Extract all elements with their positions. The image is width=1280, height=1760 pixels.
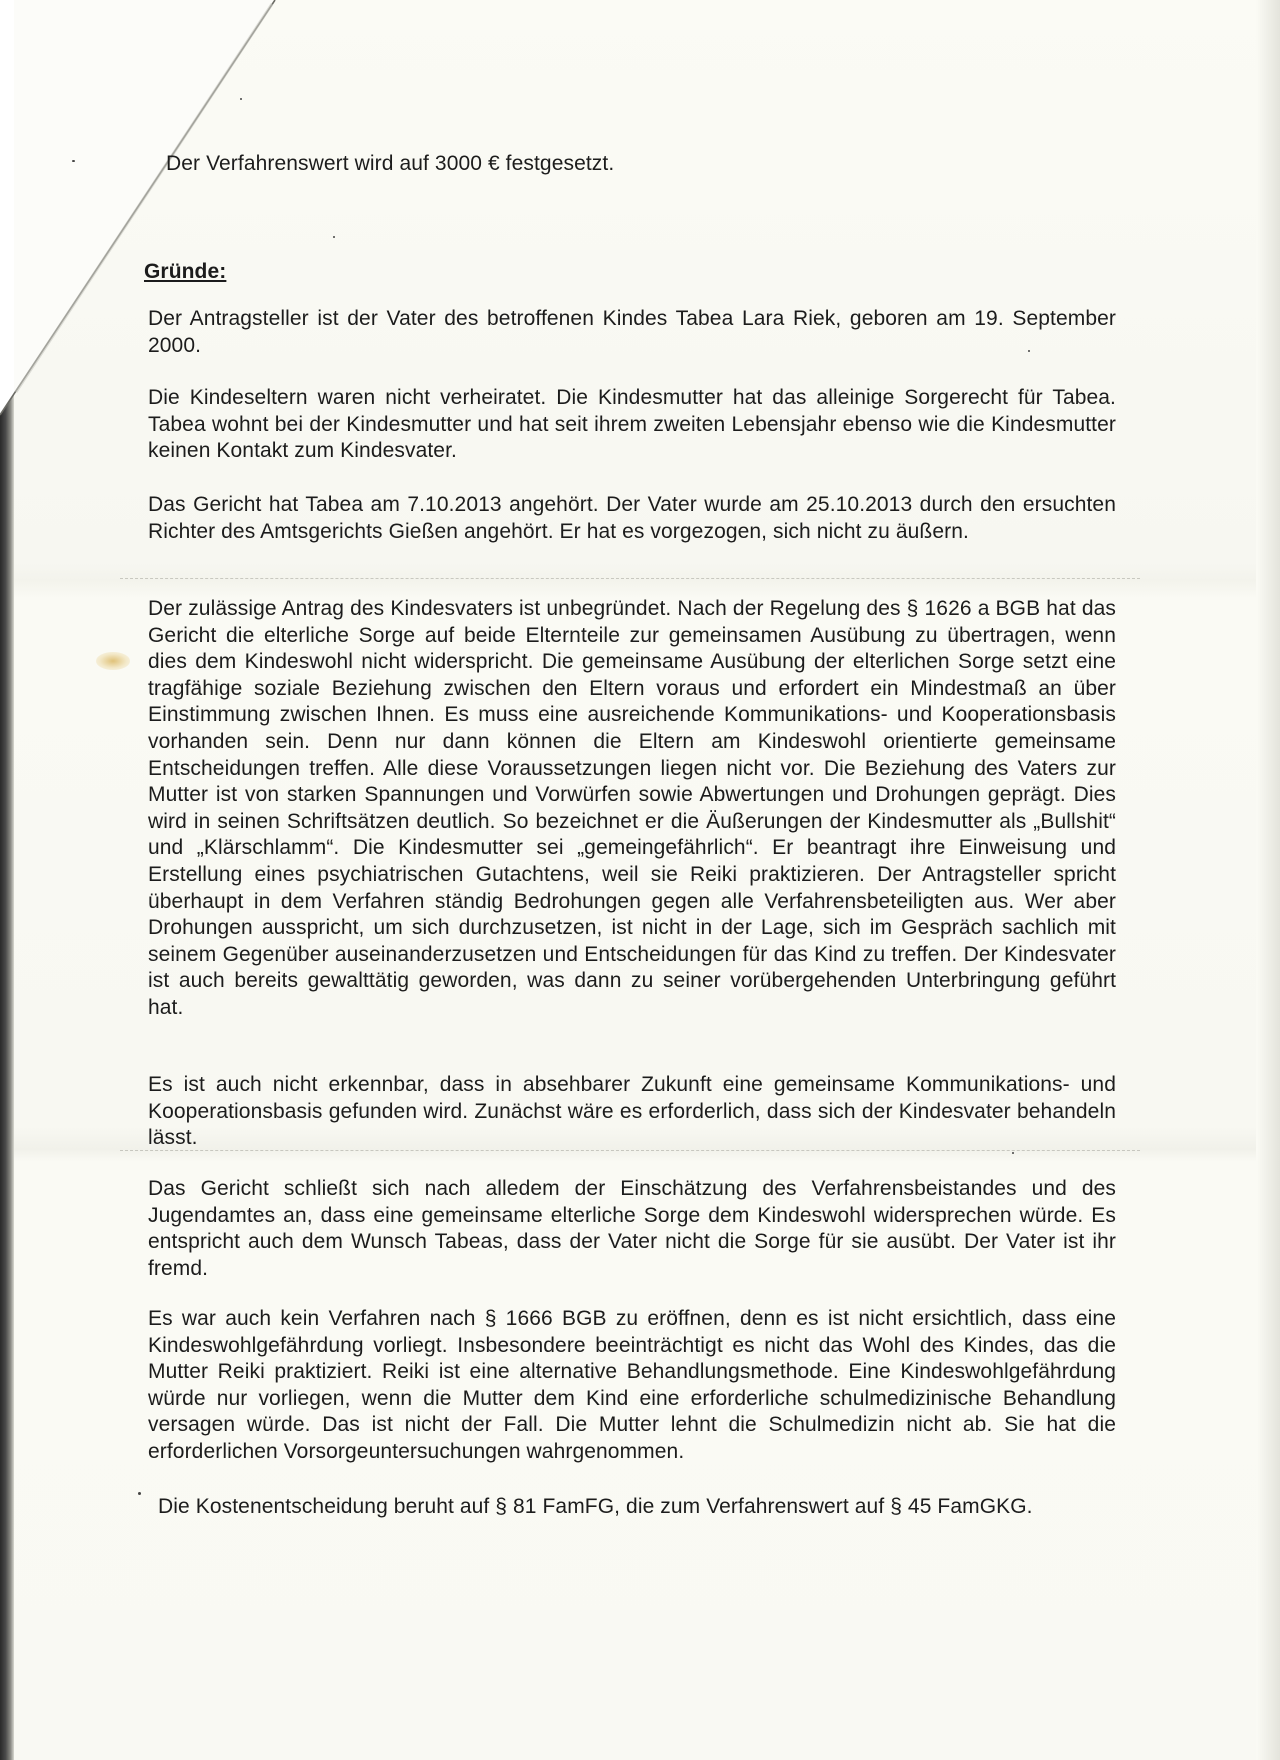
dust-speck [72,160,75,162]
dust-speck [1012,1152,1014,1154]
paragraph-hearing: Das Gericht hat Tabea am 7.10.2013 angehört. Der Vater wurde am 25.10.2013 durch den ersuchten Richter des Amtsgerichts Gießen angehört. Er hat es vorgezogen, sich nicht zu äußern. [148,493,1116,543]
section-heading: Gründe: [144,260,227,283]
paragraph-child-welfare: Es war auch kein Verfahren nach § 1666 BGB zu eröffnen, denn es ist nicht ersichtlich, dass eine Kindeswohlgefährdung vorliegt. Insbesondere beeinträchtigt es nicht das Wohl des Kindes, das die Mutter Reiki praktiziert. Reiki ist eine alternative Behandlungsmethode. Eine Kindeswohlgefährdung würde nur vorliegen, wenn die Mutter dem Kind eine erforderliche schulmedizinische Behandlung versagen würde. Das ist nicht der Fall. Die Mutter lehnt die Schulmedizin nicht ab. Sie hat die erforderlichen Vorsorgeuntersuchungen wahrgenommen. [148,1307,1116,1463]
dust-speck [138,1492,141,1495]
paper-fold-line [120,578,1140,579]
paragraph-reasoning: Der zulässige Antrag des Kindesvaters ist unbegründet. Nach der Regelung des § 1626 a BGB hat das Gericht die elterliche Sorge auf beide Elternteile zur gemeinsamen Ausübung zu übertragen, wenn dies dem Kindeswohl nicht widerspricht. Die gemeinsame Ausübung der elterlichen Sorge setzt eine tragfähige soziale Beziehung zwischen den Eltern voraus und erfordert ein Mindestmaß an über Einstimmung zwischen Ihnen. Es muss eine ausreichende Kommunikations- und Kooperationsbasis vorhanden sein. Denn nur dann können die Eltern am Kindeswohl orientierte gemeinsame Entscheidungen treffen. Alle diese Voraussetzungen liegen nicht vor. Die Beziehung des Vaters zur Mutter ist von starken Spannungen und Vorwürfen sowie Abwertungen und Drohungen geprägt. Dies wird in seinen Schriftsätzen deutlich. So bezeichnet er die Äußerungen der Kindesmutter als „Bullshit“ und „Klärschlamm“. Die Kindesmutter sei „gemeingefährlich“. Er beantragt ihre Einweisung und Erstellung eines psychiatrischen Gutachtens, weil sie Reiki praktizieren. Der Antragsteller spricht überhaupt in dem Verfahren ständig Bedrohungen gegen alle Verfahrensbeteiligten aus. Wer aber Drohungen ausspricht, um sich durchzusetzen, ist nicht in der Lage, sich im Gespräch sachlich mit seinem Gegenüber auseinanderzusetzen und Entscheidungen für das Kind zu treffen. Der Kindesvater ist auch bereits gewalttätig geworden, was dann zu seiner vorübergehenden Unterbringung geführt hat. [148,597,1116,1019]
dust-speck [240,98,242,100]
paragraph-applicant: Der Antragsteller ist der Vater des betroffenen Kindes Tabea Lara Riek, geboren am 19. September 2000. [148,307,1116,357]
procedure-value-line: Der Verfahrenswert wird auf 3000 € festgesetzt. [166,152,615,175]
dust-speck [333,236,335,238]
paragraph-parents: Die Kindeseltern waren nicht verheiratet. Die Kindesmutter hat das alleinige Sorgerecht für Tabea. Tabea wohnt bei der Kindesmutter und hat seit ihrem zweiten Lebensjahr ebenso wie die Kindesmutter keinen Kontakt zum Kindesvater. [148,386,1116,463]
cost-decision-line: Die Kostenentscheidung beruht auf § 81 FamFG, die zum Verfahrenswert auf § 45 FamGKG. [158,1495,1033,1518]
paragraph-outlook: Es ist auch nicht erkennbar, dass in absehbarer Zukunft eine gemeinsame Kommunikations- und Kooperationsbasis gefunden wird. Zunächst wäre es erforderlich, dass sich der Kindesvater behandeln lässt. [148,1073,1116,1150]
scanner-right-edge [1256,0,1280,1760]
paragraph-court-assessment: Das Gericht schließt sich nach alledem der Einschätzung des Verfahrensbeistandes und des Jugendamtes an, dass eine gemeinsame elterliche Sorge dem Kindeswohl widersprechen würde. Es entspricht auch dem Wunsch Tabeas, dass der Vater nicht die Sorge für sie ausübt. Der Vater ist ihr fremd. [148,1177,1116,1280]
stain-mark [96,652,130,670]
